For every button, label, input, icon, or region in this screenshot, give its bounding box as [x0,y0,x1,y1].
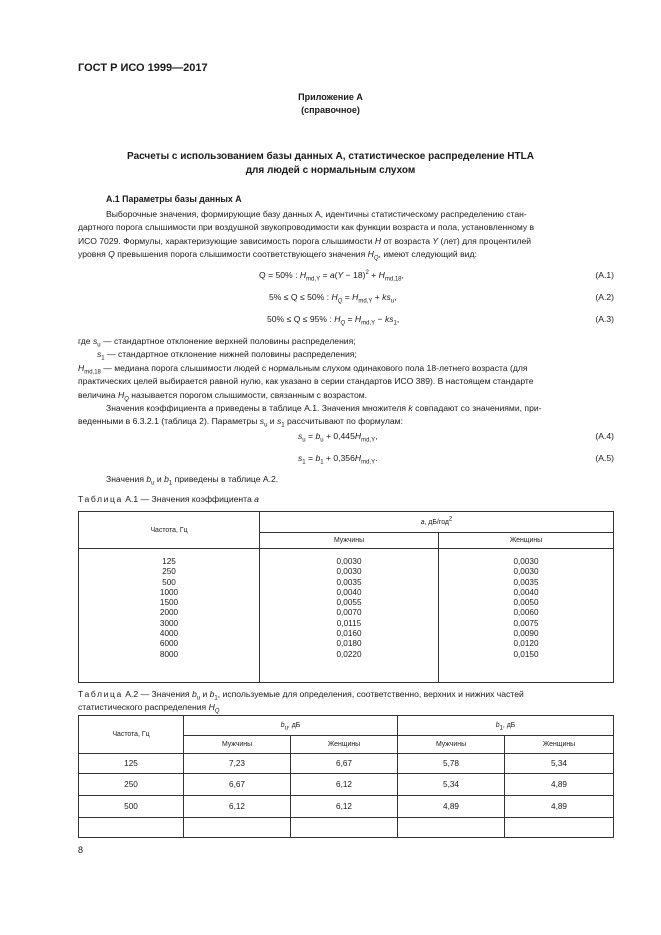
table-header: Мужчины [260,533,439,549]
table-cell: 5,78 [398,754,505,774]
table-cell: 6,67 [291,754,398,774]
equation-number: (А.2) [595,292,614,302]
table-cell: 500 [79,796,184,818]
table-cell: 4,89 [505,774,614,796]
definition-hmd18: $H_{md,18}$ — медиана порога слышимости людей с нормальным слухом одинакового пола 18-летнего возраста (для [78,362,528,376]
table-cell: 125 [79,754,184,774]
table-row [79,754,614,774]
para2-line: Значения коэффициента a приведены в таблице А.1. Значения множителя k совпадают со значениями, при- [106,403,542,413]
paragraph-coefficients [78,402,614,429]
table-cell: 250 [79,774,184,796]
table-row [79,549,614,683]
equation-a3: 50% ≤ Q ≤ 95% : $H_Q = H_{md,Y} - ks_1$, [267,314,400,327]
table-header: Женщины [291,736,398,754]
equation-a4: $s_u = b_u + 0,445H_{md,Y}$, [298,431,378,444]
equation-a1: Q = 50% : $H_{md,Y} = a(Y - 18)^2 + H_{md,18}$, [259,270,404,283]
table-cell: 6,12 [291,796,398,818]
table-header: $b_1$, дБ [398,716,614,736]
table-header: Частота, Гц [79,512,260,549]
women-column: 0,0030 0,0030 0,0035 0,0040 0,0050 0,0060 0,0075 0,0090 0,0120 0,0150 [439,549,614,683]
table-cell: 6,12 [291,774,398,796]
page-number: 8 [78,845,84,855]
definitions-block [78,335,614,402]
section-heading-line1: Расчеты с использованием базы данных А, статистическое распределение HTLA [127,151,534,162]
para1-line: ИСО 7029. Формулы, характеризующие зависимость порога слышимости H от возраста Y (лет) для процентилей [78,235,532,246]
para2-line: веденными в 6.3.2.1 (таблица 2). Параметры $s_u$ и $s_1$ рассчитывают по формулам: [78,416,403,430]
table-header: a, дБ/год$^2$ [260,512,614,533]
frequency-column: 125 250 500 1000 1500 2000 3000 4000 6000 8000 [79,549,260,683]
document-header: ГОСТ Р ИСО 1999—2017 [78,62,208,74]
annex-note: (справочное) [301,105,360,115]
definition-su: где $s_u$ — стандартное отклонение верхней половины распределения; [78,336,356,349]
table-cell: 5,34 [398,774,505,796]
table-a1 [78,511,614,683]
equation-number: (А.4) [595,431,614,441]
subsection-title: А.1 Параметры базы данных А [106,194,242,204]
paragraph-table-ref: Значения $b_u$ и $b_1$ приведены в таблице А.2. [106,474,279,487]
equation-number: (А.5) [595,453,614,463]
table-cell: 5,34 [505,754,614,774]
definition-s1: $s_1$ — стандартное отклонение нижней половины распределения; [97,349,357,363]
table-header: Частота, Гц [79,716,184,754]
table-cell: 4,89 [398,796,505,818]
section-heading-line2: для людей с нормальным слухом [245,165,416,176]
para1-line: уровня Q превышения порога слышимости соответствующего значения $H_Q$, имеют следующий вид: [78,249,477,262]
table-header: Женщины [505,736,614,754]
table-cell: 4,89 [505,796,614,818]
definition-line: величина $H_Q$ называется порогом слышимости, связанным с возрастом. [78,389,368,403]
equation-a2: 5% ≤ Q ≤ 50% : $H_Q = H_{md,Y} + ks_u$, [269,292,397,305]
para1-line: Выборочные значения, формирующие базу данных А, идентичны статистическому распределению стан- [106,209,527,219]
definition-line: практических целей выбирается равной нулю, как указано в серии стандартов ИСО 389). В настоящем стандарте [78,376,534,387]
equation-number: (А.1) [595,270,614,280]
table-a2 [78,715,614,838]
paragraph-intro [78,208,614,262]
table-row-empty [79,818,614,838]
table-row [79,796,614,818]
table-cell: 6,67 [184,774,291,796]
table-header: Мужчины [398,736,505,754]
table-header: Женщины [439,533,614,549]
table-a1-caption: Таблица А.1 — Значения коэффициента a [78,494,259,504]
table-row [79,774,614,796]
table-cell: 7,23 [184,754,291,774]
equation-number: (А.3) [595,314,614,324]
table-header: $b_u$, дБ [184,716,398,736]
equation-a5: $s_1 = b_1 + 0,356H_{md,Y}$. [298,453,378,466]
men-column: 0,0030 0,0030 0,0035 0,0040 0,0055 0,0070 0,0115 0,0160 0,0180 0,0220 [260,549,439,683]
table-header: Мужчины [184,736,291,754]
annex-title: Приложение А [298,92,363,102]
table-cell: 6,12 [184,796,291,818]
para1-line: дартного порога слышимости при воздушной звукопроводимости как функции возраста и пола, установленному в [78,222,535,233]
table-a2-caption: Таблица А.2 — Значения $b_u$ и $b_1$, используемые для определения, соответственно, верхних и нижних частей статистического распределения $H_Q$ [78,689,524,715]
